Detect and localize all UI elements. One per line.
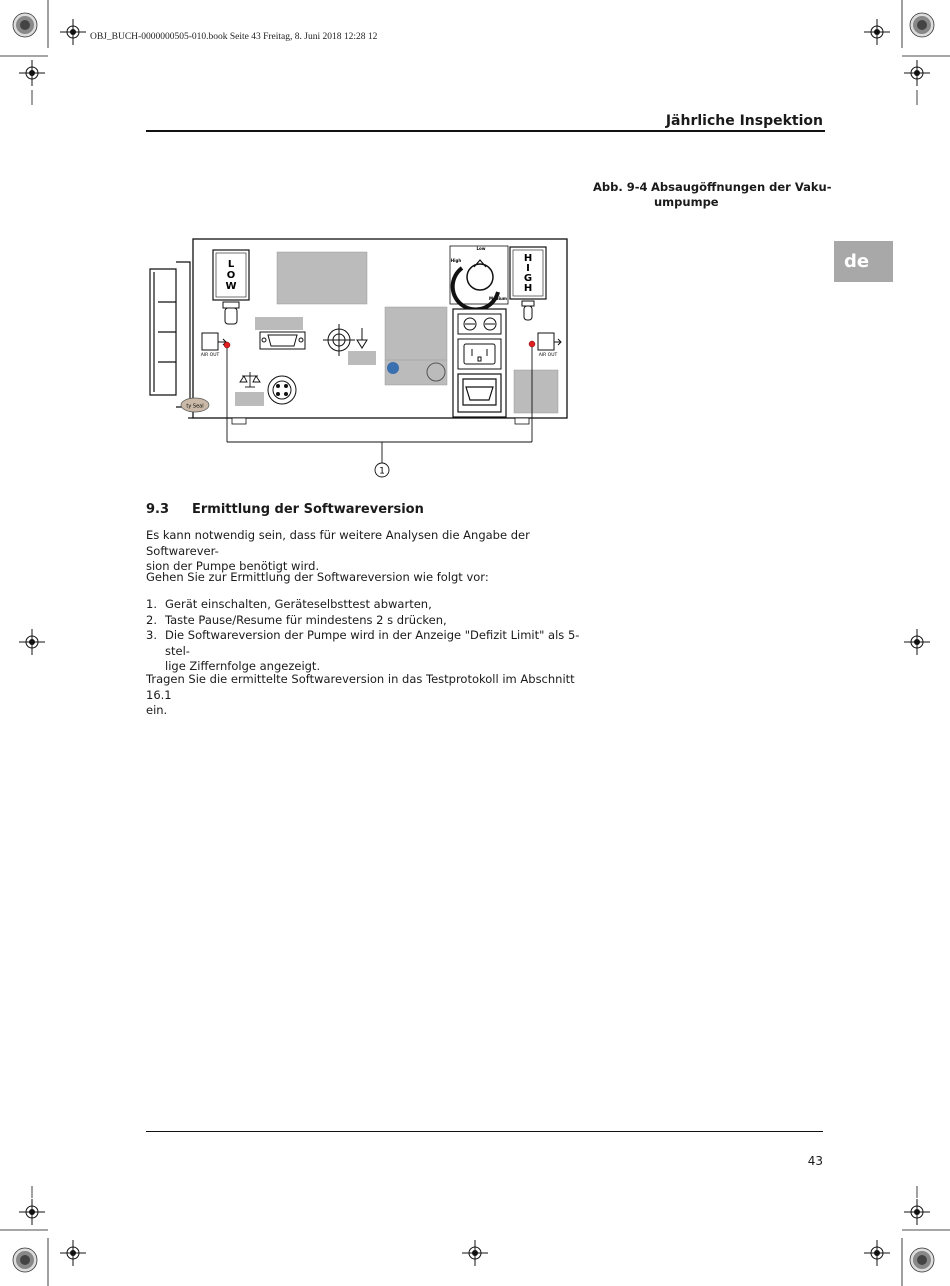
figure-number: Abb. 9-4 bbox=[593, 180, 648, 194]
round-connector bbox=[268, 376, 296, 404]
ground-label bbox=[348, 351, 376, 365]
low-suction-port bbox=[223, 302, 239, 324]
security-seal-text: ty Seal bbox=[186, 403, 204, 410]
step-text: Gerät einschalten, Geräteselbsttest abwarten, bbox=[165, 597, 432, 611]
step-list bbox=[146, 597, 581, 675]
high-letter-h2: H bbox=[523, 283, 533, 294]
step-number: 3. bbox=[146, 628, 157, 642]
air-out-left-label: AIR OUT bbox=[200, 353, 220, 358]
paragraph-3-line2: ein. bbox=[146, 703, 168, 717]
crosshair-icon bbox=[904, 60, 930, 86]
language-tab: de bbox=[834, 241, 893, 282]
starburst-icon bbox=[13, 1248, 37, 1272]
low-letter-l: L bbox=[227, 259, 235, 270]
section-heading bbox=[146, 502, 424, 517]
paragraph-2: Gehen Sie zur Ermittlung der Softwareversion wie folgt vor: bbox=[146, 570, 489, 584]
paragraph-1-line2: sion der Pumpe benötigt wird. bbox=[146, 559, 320, 573]
low-letter-o: O bbox=[226, 270, 236, 281]
footer-rule bbox=[146, 1131, 823, 1132]
section-number: 9.3 bbox=[146, 502, 170, 517]
crosshair-icon bbox=[904, 1199, 930, 1225]
header-rule bbox=[146, 130, 825, 132]
page-number: 43 bbox=[807, 1154, 823, 1168]
step-text-continuation: lige Ziffernfolge angezeigt. bbox=[165, 659, 321, 673]
step-text: Die Softwareversion der Pumpe wird in der Anzeige "Defizit Limit" als 5-stel- bbox=[165, 628, 580, 658]
figure-caption-line1: Absaugöffnungen der Vaku- bbox=[651, 180, 832, 194]
starburst-icon bbox=[13, 13, 37, 37]
pump-foot-left bbox=[232, 418, 246, 424]
callout-number: 1 bbox=[379, 466, 385, 477]
crosshair-icon bbox=[19, 60, 45, 86]
type-label-area bbox=[277, 252, 367, 304]
dial-high-label: High bbox=[450, 258, 462, 263]
paragraph-1-line1: Es kann notwendig sein, dass für weitere Analysen die Angabe der Softwarever- bbox=[146, 528, 530, 558]
connector-label bbox=[255, 317, 303, 330]
crosshair-icon bbox=[19, 1199, 45, 1225]
step-item bbox=[146, 613, 581, 629]
step-item bbox=[146, 628, 581, 675]
paragraph-3-line1: Tragen Sie die ermittelte Softwareversion in das Testprotokoll im Abschnitt 16.1 bbox=[146, 672, 575, 702]
power-switch bbox=[458, 374, 501, 412]
fuse-holders bbox=[458, 314, 501, 334]
suction-opening-left-marker bbox=[224, 342, 230, 348]
dial-medium-label: Medium bbox=[489, 296, 507, 301]
crosshair-icon bbox=[19, 629, 45, 655]
serial-port bbox=[260, 332, 305, 349]
figure-caption-line2: umpumpe bbox=[654, 195, 719, 209]
high-letter-h1: H bbox=[523, 253, 533, 264]
starburst-icon bbox=[910, 13, 934, 37]
info-icon bbox=[387, 362, 399, 374]
crosshair-icon bbox=[60, 19, 86, 45]
high-letter-g: G bbox=[523, 273, 533, 284]
crosshair-icon bbox=[864, 1240, 890, 1266]
pump-rear-panel-figure bbox=[140, 232, 580, 482]
section-title: Ermittlung der Softwareversion bbox=[192, 502, 424, 517]
crosshair-icon bbox=[904, 629, 930, 655]
step-number: 2. bbox=[146, 612, 157, 627]
dial-knob bbox=[467, 264, 493, 290]
paragraph-1 bbox=[146, 528, 581, 575]
air-out-right-label: AIR OUT bbox=[538, 353, 558, 358]
power-inlet bbox=[458, 339, 501, 369]
running-title: Jährliche Inspektion bbox=[665, 113, 823, 129]
step-number: 1. bbox=[146, 597, 157, 611]
low-letter-w: W bbox=[225, 281, 237, 292]
step-text: Taste Pause/Resume für mindestens 2 s drücken, bbox=[165, 612, 447, 627]
dial-low-label: Low bbox=[476, 246, 486, 251]
crosshair-icon bbox=[60, 1240, 86, 1266]
suction-opening-right-marker bbox=[529, 341, 535, 347]
scale-label bbox=[235, 392, 264, 406]
right-label-area bbox=[514, 370, 558, 413]
high-suction-port bbox=[522, 301, 534, 320]
paragraph-3 bbox=[146, 672, 581, 719]
crosshair-icon bbox=[462, 1240, 488, 1266]
starburst-icon bbox=[910, 1248, 934, 1272]
print-header: OBJ_BUCH-0000000505-010.book Seite 43 Freitag, 8. Juni 2018 12:28 12 bbox=[90, 32, 378, 42]
pump-foot-right bbox=[515, 418, 529, 424]
pump-side-housing bbox=[150, 262, 190, 407]
step-item bbox=[146, 597, 581, 613]
crosshair-icon bbox=[864, 19, 890, 45]
figure-caption bbox=[593, 180, 832, 210]
high-letter-i: I bbox=[526, 263, 530, 274]
